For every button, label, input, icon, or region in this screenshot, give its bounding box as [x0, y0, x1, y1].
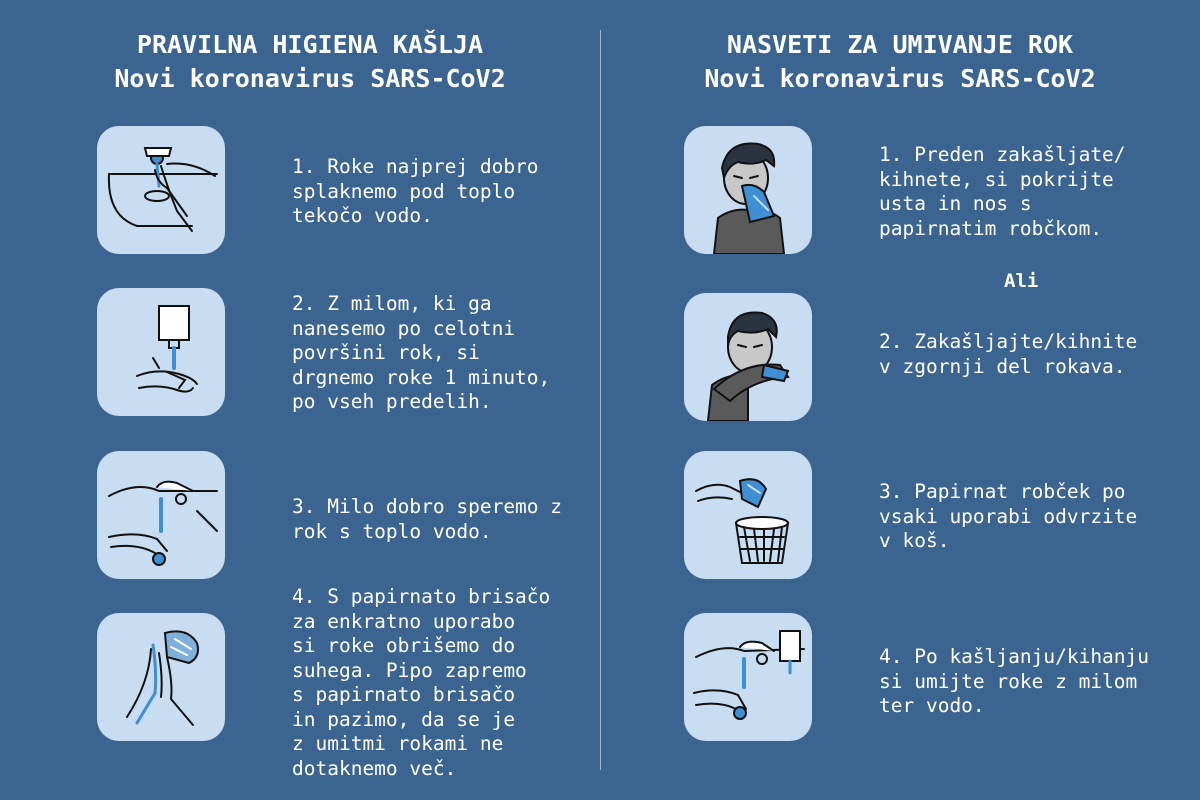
person-tissue-icon: [684, 126, 812, 254]
rinse-hands-icon: [97, 451, 225, 579]
right-step-1-text: 1. Preden zakašljate/ kihnete, si pokrijte usta in nos s papirnatim robčkom.: [879, 143, 1126, 240]
column-divider: [600, 30, 601, 770]
right-title-line1: NASVETI ZA UMIVANJE ROK: [726, 30, 1074, 59]
person-sleeve-icon: [684, 293, 812, 421]
right-step-4-text: 4. Po kašljanju/kihanju si umijte roke z milom ter vodo.: [879, 645, 1150, 717]
left-title-line2: Novi koronavirus SARS-CoV2: [114, 64, 506, 93]
left-title-line1: PRAVILNA HIGIENA KAŠLJA: [136, 30, 484, 59]
or-separator: Ali: [1004, 270, 1039, 292]
right-title-line2: Novi koronavirus SARS-CoV2: [704, 64, 1096, 93]
left-title: [20, 28, 600, 96]
left-step-1-text: 1. Roke najprej dobro splaknemo pod toplo tekočo vodo.: [292, 155, 539, 227]
left-step-2-text: 2. Z milom, ki ga nanesemo po celotni površini rok, si drgnemo roke 1 minuto, po vseh predelih.: [292, 292, 551, 413]
soap-dispenser-icon: [97, 288, 225, 416]
right-title: [610, 28, 1190, 96]
left-step-4-text: 4. S papirnato brisačo za enkratno uporabo si roke obrišemo do suhega. Pipo zapremo s papirnato brisačo in pazimo, da se je z umitmi rokami ne dotaknemo več.: [292, 585, 551, 780]
left-step-3-text: 3. Milo dobro speremo z rok s toplo vodo.: [292, 495, 563, 543]
right-step-2-text: 2. Zakašljajte/kihnite v zgornji del rokava.: [879, 330, 1138, 378]
wash-hands-icon: [684, 613, 812, 741]
right-step-3-text: 3. Papirnat robček po vsaki uporabi odvrzite v koš.: [879, 480, 1138, 552]
hands-under-tap-icon: [97, 126, 225, 254]
tissue-bin-icon: [684, 451, 812, 579]
paper-towel-icon: [97, 613, 225, 741]
